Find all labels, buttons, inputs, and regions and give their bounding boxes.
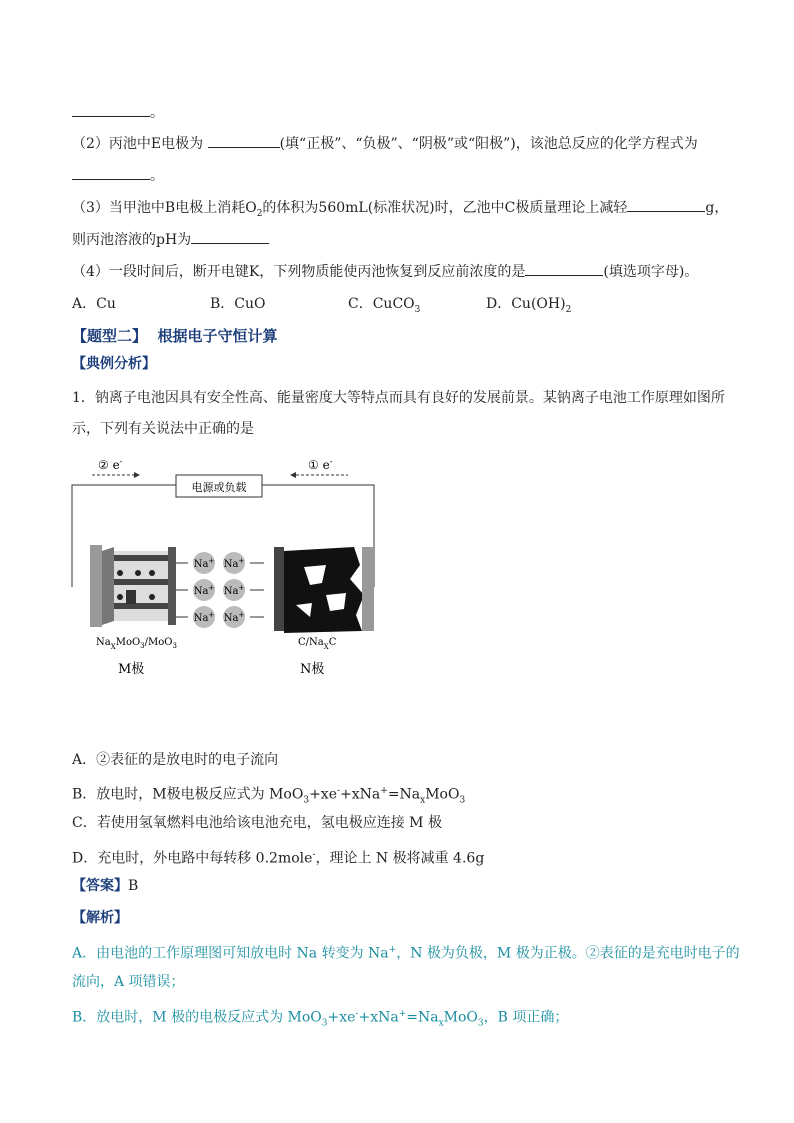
question-1-line1: 1．钠离子电池因具有安全性高、能量密度大等特点而具有良好的发展前景。某钠离子电池工作原理如图所 — [72, 390, 725, 406]
option-b[interactable]: B．放电时，M极电极反应式为 $MoO_3+xe^-+xNa^+=Na_xMoO_3$ — [72, 786, 466, 806]
explain-a-line2: 流向，A 项错误； — [72, 974, 185, 990]
question-3-line2: 则丙池溶液的pH为 — [72, 229, 269, 250]
arrow-1-label: ① e- — [308, 457, 333, 472]
option-a[interactable]: A．②表征的是放电时的电子流向 — [72, 752, 279, 768]
battery-diagram — [64, 455, 394, 680]
na-label: Na+ — [223, 584, 245, 597]
na-label: Na+ — [193, 584, 215, 597]
answer-blank[interactable] — [525, 261, 603, 276]
na-label: Na+ — [193, 611, 215, 624]
answer-line: 【答案】B — [72, 878, 139, 894]
m-electrode — [90, 545, 176, 627]
na-label: Na+ — [223, 611, 245, 624]
answer-blank[interactable] — [191, 229, 269, 244]
question-2: （2）丙池中E电极为 (填“正极”、“负极”、“阴极”或“阳极”)，该池总反应的化学方程式为 — [72, 133, 698, 154]
q4-option-d[interactable]: D．$Cu(OH)_2$ — [486, 296, 572, 315]
n-label: N极 — [300, 662, 325, 677]
q4-option-c[interactable]: C．CuCO$_3$ — [348, 296, 421, 315]
option-c[interactable]: C．若使用氢氧燃料电池给该电池充电，氢电极应连接 M 极 — [72, 815, 442, 831]
answer-blank[interactable] — [72, 102, 150, 117]
explain-a-line1: A．由电池的工作原理图可知放电时 Na 转变为 Na+，N 极为负极，M 极为正极。②表征的是充电时电子的 — [72, 945, 740, 962]
m-formula: $Na_XMoO_3/MoO_3$ — [96, 637, 177, 651]
answer-value: B — [128, 878, 139, 894]
answer-blank[interactable] — [627, 197, 705, 212]
question-2-tail: 。 — [72, 165, 164, 186]
explain-b-line: B．放电时，M 极的电极反应式为 $MoO_3+xe^-+xNa^+=Na_xMoO_3$，B 项正确； — [72, 1009, 569, 1029]
m-label: M极 — [118, 662, 145, 677]
ion-arrows — [176, 563, 264, 617]
section-heading: 【题型二】 根据电子守恒计算 — [72, 327, 278, 345]
question-3: （3）当甲池中B电极上消耗$O_2$的体积为560mL(标准状况)时，乙池中C极质量理论上减轻 g， — [72, 197, 728, 224]
explain-tag: 【解析】 — [72, 910, 128, 926]
na-label: Na+ — [223, 557, 245, 570]
analysis-tag: 【典例分析】 — [72, 356, 156, 372]
answer-blank[interactable] — [72, 165, 150, 180]
n-electrode — [274, 547, 374, 633]
na-label: Na+ — [193, 557, 215, 570]
q4-option-b[interactable]: B．CuO — [210, 296, 266, 312]
answer-blank[interactable] — [208, 133, 280, 148]
q1-tail: 。 — [72, 102, 164, 123]
question-4: （4）一段时间后，断开电键K，下列物质能使丙池恢复到反应前浓度的是 (填选项字母)。 — [72, 261, 698, 282]
n-formula: $C/Na_XC$ — [298, 637, 337, 651]
power-load-label: 电源或负载 — [191, 481, 247, 494]
arrow-2-label: ② e- — [98, 457, 123, 472]
q4-option-a[interactable]: A．Cu — [72, 296, 116, 312]
question-1-line2: 示，下列有关说法中正确的是 — [72, 421, 254, 437]
option-d[interactable]: D．充电时，外电路中每转移 0.2mole-，理论上 N 极将减重 4.6g — [72, 850, 485, 867]
